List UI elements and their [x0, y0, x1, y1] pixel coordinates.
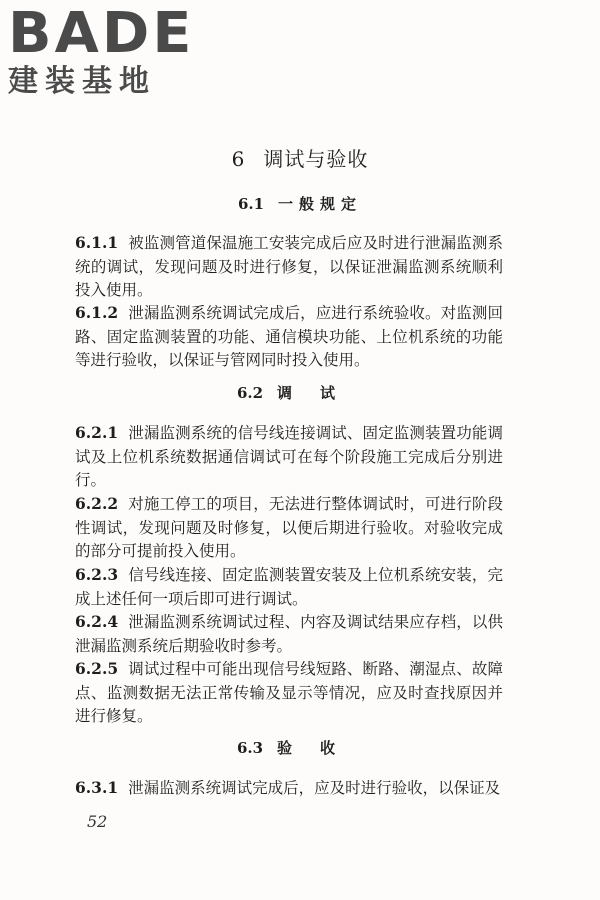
brand-logo — [8, 1, 195, 99]
clause-6-2-5 — [75, 657, 503, 729]
section-number: 6.3 — [236, 739, 264, 757]
clause-number: 6.2.2 — [75, 494, 119, 513]
clause-text: 泄漏监测系统的信号线连接调试、固定监测装置功能调试及上位机系统数据通信调试可在每个阶段施工完成后分别进行。 — [75, 424, 503, 489]
section-heading-6-3 — [0, 738, 600, 758]
clause-6-2-3 — [75, 563, 503, 611]
section-heading-6-1 — [0, 194, 600, 214]
clause-6-2-4 — [75, 610, 503, 658]
clause-number: 6.3.1 — [75, 778, 119, 797]
clause-number: 6.2.3 — [75, 565, 119, 584]
chapter-heading — [0, 146, 600, 172]
clause-text: 泄漏监测系统调试完成后，应进行系统验收。对监测回路、固定监测装置的功能、通信模块功能、上位机系统的功能等进行验收，以保证与管网同时投入使用。 — [75, 304, 503, 369]
logo-wordmark: BADE — [8, 1, 195, 66]
clause-text: 被监测管道保温施工安装完成后应及时进行泄漏监测系统的调试，发现问题及时进行修复，以保证泄漏监测系统顺利投入使用。 — [75, 234, 503, 299]
clause-number: 6.1.2 — [75, 303, 119, 322]
clause-text: 对施工停工的项目，无法进行整体调试时，可进行阶段性调试，发现问题及时修复，以便后期进行验收。对验收完成的部分可提前投入使用。 — [75, 495, 503, 560]
chapter-title: 调试与验收 — [263, 147, 369, 171]
section-heading-6-2 — [0, 383, 600, 403]
section-number: 6.2 — [236, 384, 264, 402]
clause-number: 6.2.4 — [75, 612, 119, 631]
section-number: 6.1 — [237, 195, 265, 213]
chapter-number: 6 — [231, 147, 246, 171]
clause-6-1-2 — [75, 301, 503, 373]
section-title: 验收 — [277, 739, 364, 757]
clause-number: 6.1.1 — [75, 233, 119, 252]
clause-number: 6.2.1 — [75, 423, 119, 442]
clause-number: 6.2.5 — [75, 659, 119, 678]
section-title: 一般规定 — [278, 195, 363, 213]
section-title: 调试 — [277, 384, 364, 402]
clause-text: 调试过程中可能出现信号线短路、断路、潮湿点、故障点、监测数据无法正常传输及显示等情况，应及时查找原因并进行修复。 — [75, 660, 503, 725]
clause-text: 泄漏监测系统调试过程、内容及调试结果应存档，以供泄漏监测系统后期验收时参考。 — [75, 613, 503, 655]
clause-6-1-1 — [75, 231, 503, 303]
logo-tagline: 建装基地 — [8, 64, 156, 99]
page-number: 52 — [87, 812, 108, 831]
clause-6-2-2 — [75, 492, 503, 564]
clause-6-2-1 — [75, 421, 503, 493]
clause-text: 泄漏监测系统调试完成后，应及时进行验收，以保证及 — [128, 779, 501, 797]
clause-6-3-1 — [75, 776, 503, 801]
clause-text: 信号线连接、固定监测装置安装及上位机系统安装，完成上述任何一项后即可进行调试。 — [75, 566, 503, 608]
